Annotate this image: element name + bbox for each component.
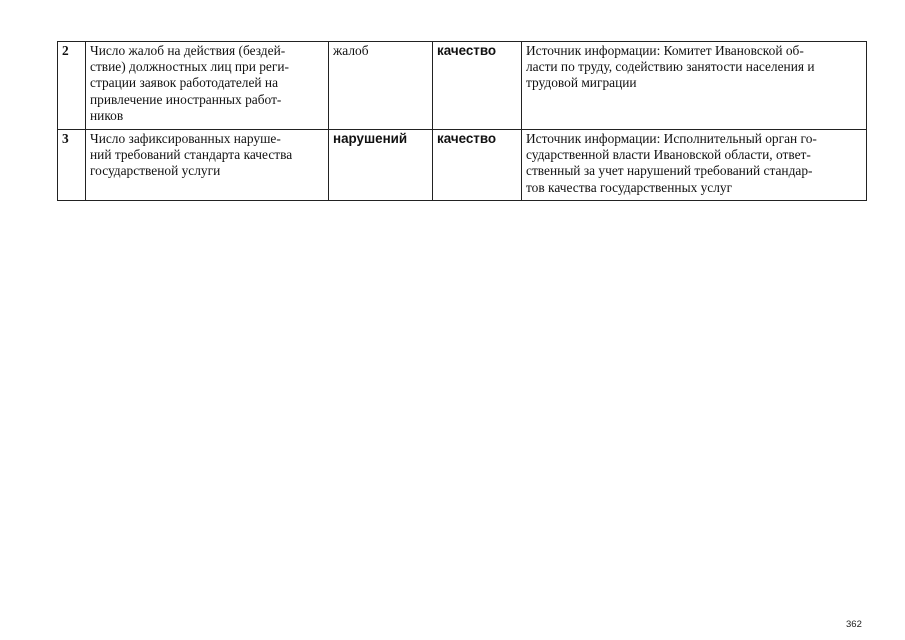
source-line: ласти по труду, содействию занятости населения и xyxy=(526,59,815,75)
indicator-name-line: Число жалоб на действия (бездей- xyxy=(90,43,286,58)
unit-cell: нарушений xyxy=(329,130,433,201)
indicator-name xyxy=(86,130,329,201)
row-number: 2 xyxy=(58,42,86,130)
indicator-name xyxy=(86,42,329,130)
page-number: 362 xyxy=(846,619,862,630)
indicator-name-line: Число зафиксированных наруше- xyxy=(90,131,281,146)
indicator-name-line: ствие) должностных лиц при реги- xyxy=(90,59,289,75)
indicator-name-line: государственой услуги xyxy=(90,163,221,179)
row-number: 3 xyxy=(58,130,86,201)
source-line: Источник информации: Исполнительный орган го- xyxy=(526,131,817,146)
source-cell xyxy=(522,130,867,201)
indicator-name-line: ников xyxy=(90,107,124,123)
indicator-name-line: ний требований стандарта качества xyxy=(90,147,293,163)
table-row xyxy=(58,42,867,130)
source-line: сударственной власти Ивановской области, ответ- xyxy=(526,147,811,163)
indicator-name-line: страции заявок работодателей на xyxy=(90,75,279,91)
source-cell xyxy=(522,42,867,130)
source-line: трудовой миграции xyxy=(526,75,637,91)
indicator-type: качество xyxy=(433,42,522,130)
indicator-type: качество xyxy=(433,130,522,201)
unit-cell: жалоб xyxy=(329,42,433,130)
indicator-name-line: привлечение иностранных работ- xyxy=(90,91,282,107)
indicators-table xyxy=(57,41,867,201)
table-row xyxy=(58,130,867,201)
source-line: Источник информации: Комитет Ивановской об- xyxy=(526,43,804,58)
source-line: тов качества государственных услуг xyxy=(526,179,733,195)
source-line: ственный за учет нарушений требований стандар- xyxy=(526,163,813,179)
